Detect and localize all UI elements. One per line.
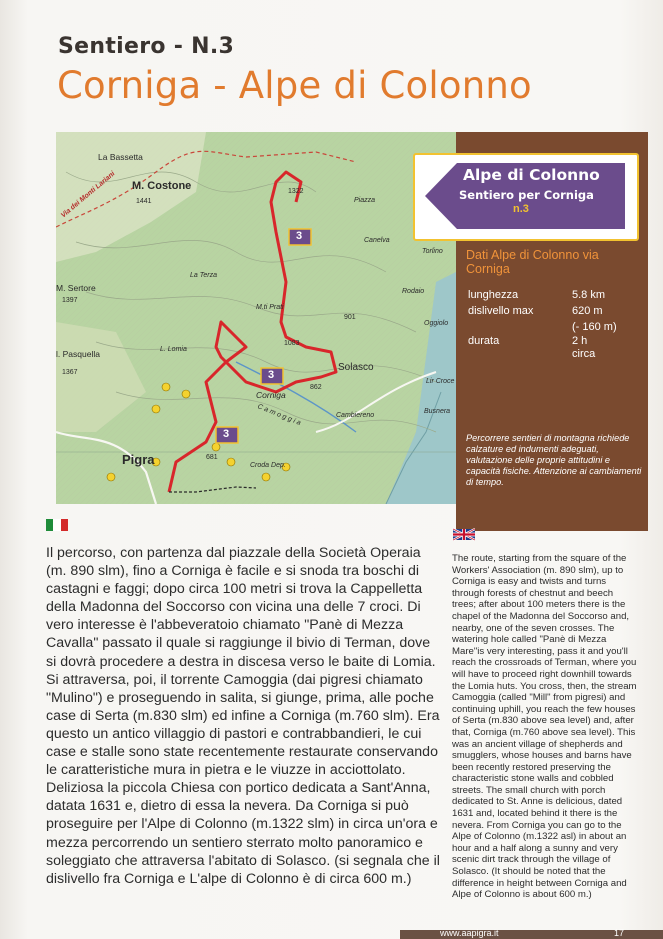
map-label-corniga: Corniga [256, 390, 286, 400]
map-label-via-monti: Via dei Monti Lariani [60, 170, 117, 220]
route-number-1: 3 [296, 230, 303, 242]
footer-url: www.aapigra.it [440, 928, 499, 938]
map-label-oggiolo: Oggiolo [424, 320, 449, 327]
map-label-alt-901: 901 [344, 314, 356, 321]
info-value-elevation: 620 m [572, 305, 603, 317]
safety-note: Percorrere sentieri di montagna richiede calzature ed indumenti adeguati, valutazione delle proprie attitudini e capacità fisiche. Attenzione ai cambiamenti di tempo. [466, 433, 642, 487]
info-value-duration: 2 h [572, 335, 588, 347]
trail-sign [413, 153, 639, 241]
map-label-torlino: Torlino [422, 248, 443, 255]
info-heading: Dati Alpe di Colonno via Corniga [466, 248, 599, 276]
map-label-solasco: Solasco [338, 362, 374, 373]
map-label-camoggia: Camoggia [256, 403, 304, 428]
map-label-cambiereno: Cambiereno [336, 412, 375, 419]
info-label-length: lunghezza [468, 289, 519, 301]
map-label-canelva: Canelva [364, 237, 390, 244]
trail-map [56, 132, 456, 504]
trail-subtitle: Sentiero - N.3 [58, 34, 235, 59]
english-description: The route, starting from the square of the Workers' Association (m. 890 slm), up to Corniga is easy and twists and turns through forests of chestnut and beech trees; after about 100 meters there is the chapel of the Madonna del Soccorso and, nearby, one of the seven crosses. The watering hole called "Panè di Mezza Mare"is very interesting, pass it and you'll reach the crossroads of Terman, where you will have to proceed right downhill towards the Lomia huts. You cross, then, the stream Camoggia (called "Mill" from pigresi) and continuing uphill, you reach the few houses of Serta (m.830 above sea level) and, after that, Corniga (m.760 above sea level). This was an ancient village of shepherds and smugglers, whose houses and barns have been recently restored preserving the characteristic stone walls and cobbled streets. The small church with porch dedicated to St. Anne is delicious, dated 1631 and, located behind it there is the nevera. From Corniga you can go to the Alpe of Colonno (m.1322 asl) in about an hour and a half along a sunny and very scenic dirt track through the village of Solasco. (It should be noted that the difference in height between Corniga and Alpe of Colonno is about 600 m.) [452, 553, 637, 901]
map-graphic [56, 132, 456, 504]
map-label-alt-862: 862 [310, 384, 322, 391]
map-label-alt-1322: 1322 [288, 188, 304, 195]
map-label-alt-681: 681 [206, 454, 218, 461]
route-number-2: 3 [268, 369, 275, 381]
map-label-piazza: Piazza [354, 197, 376, 204]
map-label-busnera: Busnera [424, 408, 451, 415]
map-label-alt-1083: 1083 [284, 340, 300, 347]
info-label-duration: durata [468, 335, 500, 347]
map-label-la-bassetta: La Bassetta [98, 152, 143, 162]
page-number: 17 [614, 928, 625, 938]
info-value-duration-note: circa [572, 348, 596, 360]
map-label-pigra: Pigra [122, 452, 155, 467]
map-label-mte-prati: M.ti Prati [256, 304, 284, 311]
page-title: Corniga - Alpe di Colonno [57, 64, 532, 107]
sign-subtitle: Sentiero per Corniga [459, 188, 594, 202]
info-value-length: 5.8 km [572, 289, 606, 301]
map-label-la-terza: La Terza [190, 272, 217, 279]
map-label-l-lomia: L. Lomia [160, 346, 187, 353]
italian-flag-icon [46, 519, 68, 531]
sign-destination: Alpe di Colonno [463, 166, 600, 184]
sign-number: n.3 [513, 203, 529, 215]
map-label-m-sertore-alt: 1397 [62, 297, 78, 304]
map-label-m-costone: M. Costone [132, 180, 192, 192]
uk-flag-icon [453, 528, 475, 541]
map-label-croda-dep: Croda Dep. [250, 462, 286, 469]
map-label-m-costone-alt: 1441 [136, 198, 152, 205]
info-value-descent: (- 160 m) [572, 321, 617, 333]
italian-description: Il percorso, con partenza dal piazzale della Società Operaia (m. 890 slm), fino a Corniga è facile e si snoda tra boschi di castagni e faggi; dopo circa 100 metri si trova la Cappelletta della Madonna del Soccorso con vicina una delle 7 croci. Di vero interesse è l'abbeveratoio chiamato "Panè di Mezza Cavalla" passato il quale si raggiunge il bivio di Terman, dove si dovrà procedere a destra in discesa verso le baite di Lomia. Si attraversa, poi, il torrente Camoggia (dai pigresi chiamato "Mulino") e proseguendo in salita, si giunge, prima, alle poche case di Serta (m.830 slm) ed infine a Corniga (m.760 slm). Era questo un antico villaggio di pastori e contrabbandieri, le cui case e stalle sono state recentemente restaurate conservando le caratteristiche mura in pietra e le viuzze in acciottolato. Deliziosa la piccola Chiesa con portico dedicata a Sant'Anna, datata 1631 e, dietro di essa la nevera. Da Corniga si può proseguire per l'Alpe di Colonno (m.1322 slm) in circa un'ora e mezza percorrendo un sentiero sterrato molto panoramico e soleggiato che attraversa l'abitato di Solasco. (si segnala che il dislivello fra Corniga e L'alpe di Colonno è di circa 600 m.) [46, 545, 440, 887]
map-label-m-sertore: M. Sertore [56, 283, 96, 293]
map-label-pasquella: l. Pasquella [56, 349, 100, 359]
route-number-3: 3 [223, 428, 230, 440]
map-label-pasquella-alt: 1367 [62, 369, 78, 376]
map-label-lir-croce: Lir Croce [426, 378, 455, 385]
map-label-rodaio: Rodaio [402, 288, 425, 295]
info-label-elevation: dislivello max [468, 305, 534, 317]
